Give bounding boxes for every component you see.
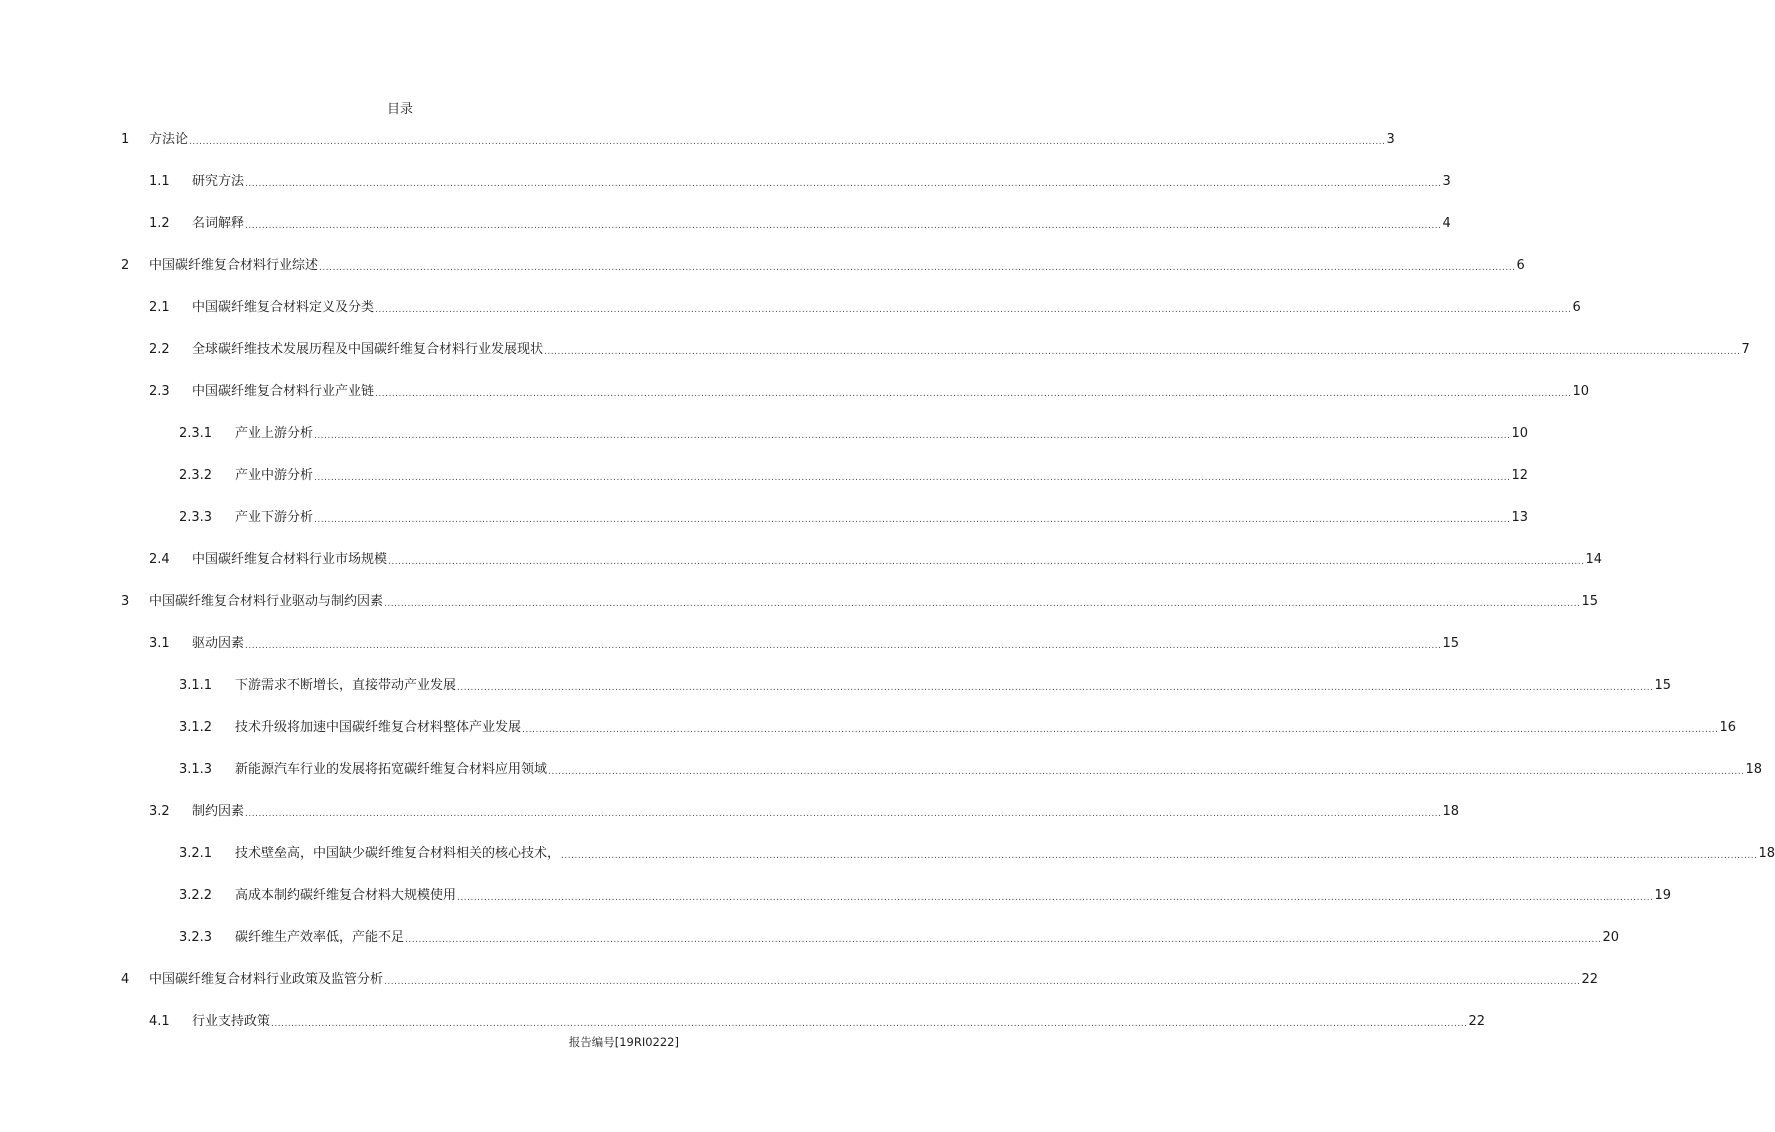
toc-entry-3-1-1[interactable] bbox=[179, 675, 1672, 695]
toc-entry-3[interactable] bbox=[121, 591, 1599, 611]
toc-leader-dots: .................................................................................................................................................................................................................................................................................................................................................................... bbox=[314, 473, 1511, 483]
toc-entry-page: 18 bbox=[1745, 762, 1763, 777]
toc-leader-dots: .................................................................................................................................................................................................................................................................................................................................................................... bbox=[245, 641, 1442, 651]
toc-entry-2-3-3[interactable] bbox=[179, 507, 1529, 527]
toc-entry-title: 产业中游分析 bbox=[235, 468, 314, 483]
toc-entry-2-3-1[interactable] bbox=[179, 423, 1529, 443]
toc-entry-page: 15 bbox=[1654, 678, 1672, 693]
toc-entry-2[interactable] bbox=[121, 255, 1525, 275]
toc-entry-page: 22 bbox=[1581, 972, 1599, 987]
toc-leader-dots: .................................................................................................................................................................................................................................................................................................................................................................... bbox=[405, 935, 1602, 945]
toc-leader-dots: .................................................................................................................................................................................................................................................................................................................................................................... bbox=[561, 851, 1758, 861]
toc-leader-dots: .................................................................................................................................................................................................................................................................................................................................................................... bbox=[548, 767, 1745, 777]
toc-entry-page: 3 bbox=[1442, 174, 1451, 189]
toc-entry-page: 18 bbox=[1758, 846, 1775, 861]
toc-entry-number: 4 bbox=[121, 972, 130, 987]
toc-entry-1[interactable] bbox=[121, 129, 1395, 149]
toc-entry-title: 高成本制约碳纤维复合材料大规模使用 bbox=[235, 888, 457, 903]
toc-entry-2-4[interactable] bbox=[149, 549, 1603, 569]
toc-entry-number: 2.3 bbox=[149, 384, 170, 399]
toc-entry-3-2-1[interactable] bbox=[179, 843, 1775, 863]
toc-leader-dots: .................................................................................................................................................................................................................................................................................................................................................................... bbox=[245, 179, 1442, 189]
toc-entry-title: 中国碳纤维复合材料行业市场规模 bbox=[192, 552, 388, 567]
toc-leader-dots: .................................................................................................................................................................................................................................................................................................................................................................... bbox=[384, 599, 1581, 609]
toc-entry-page: 14 bbox=[1585, 552, 1603, 567]
toc-entry-page: 20 bbox=[1602, 930, 1620, 945]
toc-entry-number: 3.2.1 bbox=[179, 846, 213, 861]
toc-entry-page: 15 bbox=[1581, 594, 1599, 609]
toc-entry-title: 中国碳纤维复合材料行业综述 bbox=[149, 258, 319, 273]
toc-entry-page: 10 bbox=[1572, 384, 1590, 399]
toc-entry-number: 4.1 bbox=[149, 1014, 170, 1029]
toc-entry-title: 下游需求不断增长，直接带动产业发展 bbox=[235, 678, 457, 693]
toc-entry-3-2-3[interactable] bbox=[179, 927, 1620, 947]
toc-entry-title: 制约因素 bbox=[192, 804, 245, 819]
toc-entry-title: 中国碳纤维复合材料行业产业链 bbox=[192, 384, 375, 399]
toc-entry-number: 2 bbox=[121, 258, 130, 273]
toc-entry-number: 3.1.1 bbox=[179, 678, 213, 693]
toc-entry-number: 3.2.3 bbox=[179, 930, 213, 945]
toc-entry-4[interactable] bbox=[121, 969, 1599, 989]
toc-entry-title: 中国碳纤维复合材料定义及分类 bbox=[192, 300, 375, 315]
toc-entry-page: 15 bbox=[1442, 636, 1460, 651]
toc-entry-title: 新能源汽车行业的发展将拓宽碳纤维复合材料应用领域 bbox=[235, 762, 548, 777]
toc-entry-title: 产业下游分析 bbox=[235, 510, 314, 525]
toc-entry-4-1[interactable] bbox=[149, 1011, 1486, 1031]
toc-entry-title: 驱动因素 bbox=[192, 636, 245, 651]
toc-entry-page: 22 bbox=[1468, 1014, 1486, 1029]
toc-entry-2-3-2[interactable] bbox=[179, 465, 1529, 485]
toc-entry-title: 行业支持政策 bbox=[192, 1014, 271, 1029]
toc-entry-number: 3 bbox=[121, 594, 130, 609]
toc-entry-page: 10 bbox=[1511, 426, 1529, 441]
toc-entry-title: 技术壁垒高，中国缺少碳纤维复合材料相关的核心技术， bbox=[235, 846, 561, 861]
toc-entry-number: 1.2 bbox=[149, 216, 170, 231]
toc-entry-number: 2.3.2 bbox=[179, 468, 213, 483]
toc-entry-page: 18 bbox=[1442, 804, 1460, 819]
toc-entry-number: 3.2.2 bbox=[179, 888, 213, 903]
toc-title: 目录 bbox=[386, 102, 413, 117]
toc-entry-2-2[interactable] bbox=[149, 339, 1750, 359]
toc-entry-2-1[interactable] bbox=[149, 297, 1581, 317]
toc-entry-1-2[interactable] bbox=[149, 213, 1451, 233]
toc-entry-title: 中国碳纤维复合材料行业政策及监管分析 bbox=[149, 972, 384, 987]
toc-entry-3-1[interactable] bbox=[149, 633, 1460, 653]
toc-entry-page: 12 bbox=[1511, 468, 1529, 483]
toc-entry-1-1[interactable] bbox=[149, 171, 1451, 191]
toc-entry-number: 2.3.3 bbox=[179, 510, 213, 525]
toc-leader-dots: .................................................................................................................................................................................................................................................................................................................................................................... bbox=[544, 347, 1741, 357]
toc-entry-title: 产业上游分析 bbox=[235, 426, 314, 441]
toc-entry-number: 3.1.3 bbox=[179, 762, 213, 777]
toc-leader-dots: .................................................................................................................................................................................................................................................................................................................................................................... bbox=[271, 1019, 1468, 1029]
toc-entry-title: 中国碳纤维复合材料行业驱动与制约因素 bbox=[149, 594, 384, 609]
toc-entry-number: 2.3.1 bbox=[179, 426, 213, 441]
toc-entry-2-3[interactable] bbox=[149, 381, 1590, 401]
toc-entry-number: 1 bbox=[121, 132, 130, 147]
toc-entry-title: 方法论 bbox=[149, 132, 189, 147]
toc-entry-page: 13 bbox=[1511, 510, 1529, 525]
toc-entry-page: 6 bbox=[1572, 300, 1581, 315]
toc-entry-page: 3 bbox=[1386, 132, 1395, 147]
toc-entry-title: 名词解释 bbox=[192, 216, 245, 231]
toc-entry-3-1-3[interactable] bbox=[179, 759, 1763, 779]
toc-entry-page: 4 bbox=[1442, 216, 1451, 231]
toc-leader-dots: .................................................................................................................................................................................................................................................................................................................................................................... bbox=[189, 137, 1386, 147]
toc-leader-dots: .................................................................................................................................................................................................................................................................................................................................................................... bbox=[375, 305, 1572, 315]
toc-leader-dots: .................................................................................................................................................................................................................................................................................................................................................................... bbox=[245, 809, 1442, 819]
toc-entry-number: 2.4 bbox=[149, 552, 170, 567]
toc-entry-page: 16 bbox=[1719, 720, 1737, 735]
toc-entry-title: 技术升级将加速中国碳纤维复合材料整体产业发展 bbox=[235, 720, 522, 735]
toc-entry-page: 7 bbox=[1741, 342, 1750, 357]
toc-entry-page: 19 bbox=[1654, 888, 1672, 903]
toc-leader-dots: .................................................................................................................................................................................................................................................................................................................................................................... bbox=[314, 431, 1511, 441]
toc-entry-title: 全球碳纤维技术发展历程及中国碳纤维复合材料行业发展现状 bbox=[192, 342, 544, 357]
toc-entry-number: 2.1 bbox=[149, 300, 170, 315]
toc-leader-dots: .................................................................................................................................................................................................................................................................................................................................................................... bbox=[388, 557, 1585, 567]
toc-entry-title: 研究方法 bbox=[192, 174, 245, 189]
toc-leader-dots: .................................................................................................................................................................................................................................................................................................................................................................... bbox=[314, 515, 1511, 525]
toc-leader-dots: .................................................................................................................................................................................................................................................................................................................................................................... bbox=[457, 893, 1654, 903]
toc-leader-dots: .................................................................................................................................................................................................................................................................................................................................................................... bbox=[384, 977, 1581, 987]
toc-entry-number: 3.1 bbox=[149, 636, 170, 651]
toc-entry-title: 碳纤维生产效率低，产能不足 bbox=[235, 930, 405, 945]
toc-entry-number: 3.2 bbox=[149, 804, 170, 819]
toc-entry-3-2[interactable] bbox=[149, 801, 1460, 821]
toc-entry-page: 6 bbox=[1516, 258, 1525, 273]
toc-leader-dots: .................................................................................................................................................................................................................................................................................................................................................................... bbox=[375, 389, 1572, 399]
toc-entry-number: 2.2 bbox=[149, 342, 170, 357]
report-number: 报告编号[19RI0222] bbox=[568, 1035, 679, 1049]
toc-entry-3-2-2[interactable] bbox=[179, 885, 1672, 905]
toc-leader-dots: .................................................................................................................................................................................................................................................................................................................................................................... bbox=[245, 221, 1442, 231]
toc-entry-3-1-2[interactable] bbox=[179, 717, 1737, 737]
toc-leader-dots: .................................................................................................................................................................................................................................................................................................................................................................... bbox=[319, 263, 1516, 273]
toc-entry-number: 3.1.2 bbox=[179, 720, 213, 735]
toc-entry-number: 1.1 bbox=[149, 174, 170, 189]
toc-leader-dots: .................................................................................................................................................................................................................................................................................................................................................................... bbox=[522, 725, 1719, 735]
toc-leader-dots: .................................................................................................................................................................................................................................................................................................................................................................... bbox=[457, 683, 1654, 693]
